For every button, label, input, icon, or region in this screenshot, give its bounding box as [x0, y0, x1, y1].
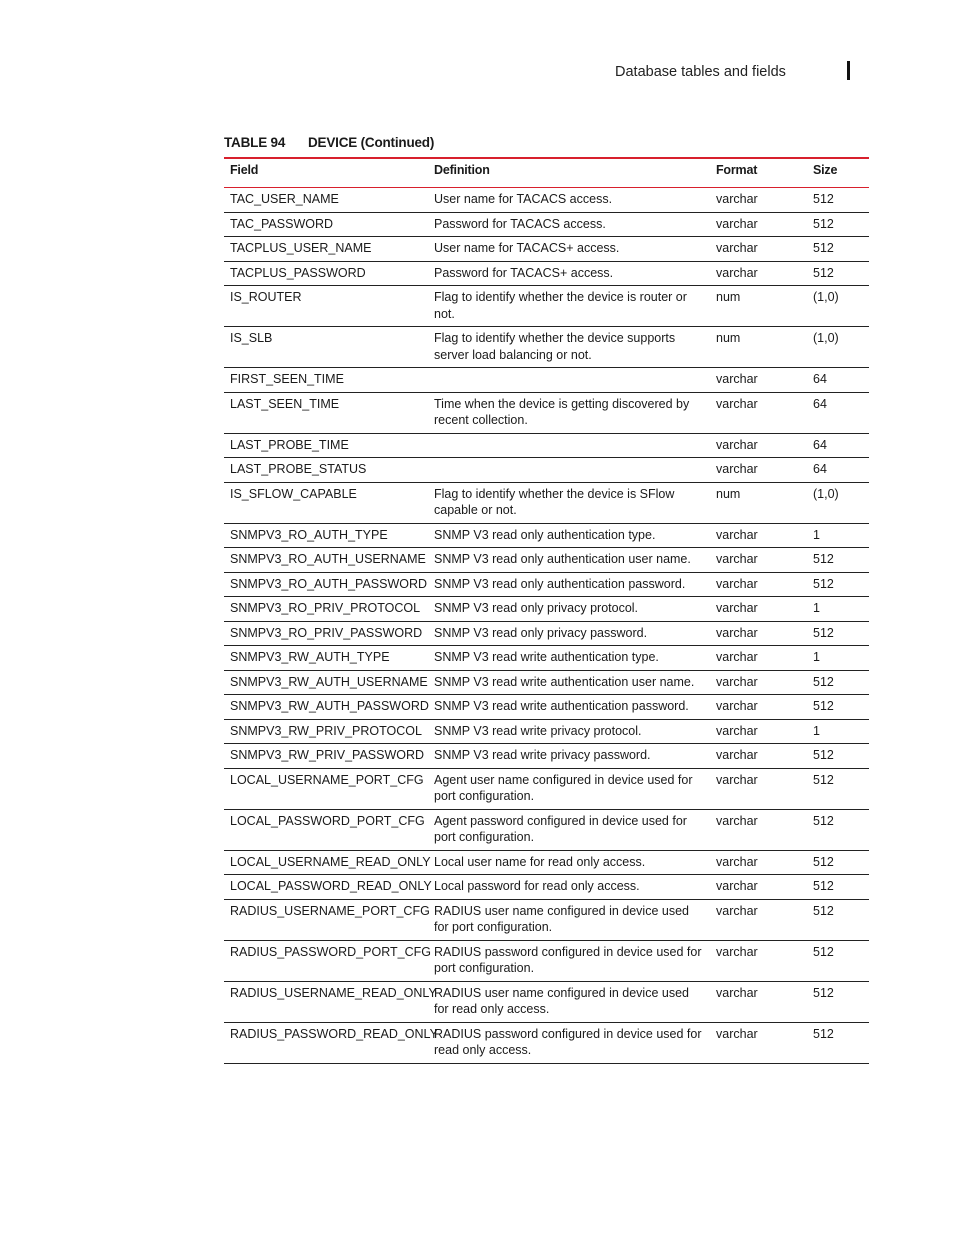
cell-size: 512: [807, 768, 869, 809]
cell-definition: RADIUS password configured in device used for port configuration.: [428, 940, 710, 981]
cell-definition: SNMP V3 read write privacy protocol.: [428, 719, 710, 744]
table-row: [224, 433, 869, 458]
cell-definition: SNMP V3 read only authentication user name.: [428, 548, 710, 573]
cell-definition: RADIUS user name configured in device used for port configuration.: [428, 899, 710, 940]
cell-size: (1,0): [807, 482, 869, 523]
cell-size: 512: [807, 981, 869, 1022]
cell-format: varchar: [710, 261, 807, 286]
cell-size: 64: [807, 433, 869, 458]
cell-format: varchar: [710, 981, 807, 1022]
table-row: [224, 368, 869, 393]
cell-definition: Password for TACACS+ access.: [428, 261, 710, 286]
cell-format: varchar: [710, 809, 807, 850]
cell-definition: Password for TACACS access.: [428, 212, 710, 237]
table-row: [224, 621, 869, 646]
cell-field: RADIUS_USERNAME_READ_ONLY: [224, 981, 428, 1022]
cell-size: 512: [807, 850, 869, 875]
cell-format: varchar: [710, 850, 807, 875]
table-number: TABLE 94: [224, 135, 286, 150]
table-row: [224, 768, 869, 809]
cell-format: varchar: [710, 1022, 807, 1063]
cell-format: num: [710, 286, 807, 327]
cell-size: 512: [807, 548, 869, 573]
cell-field: LAST_SEEN_TIME: [224, 392, 428, 433]
table-row: [224, 809, 869, 850]
cell-format: varchar: [710, 646, 807, 671]
cell-field: SNMPV3_RO_AUTH_TYPE: [224, 523, 428, 548]
table-row: [224, 327, 869, 368]
cell-format: varchar: [710, 940, 807, 981]
table-row: [224, 719, 869, 744]
cell-definition: Agent user name configured in device used for port configuration.: [428, 768, 710, 809]
table-row: [224, 744, 869, 769]
cell-format: varchar: [710, 719, 807, 744]
device-table-container: [224, 157, 869, 1064]
cell-size: (1,0): [807, 286, 869, 327]
cell-size: 512: [807, 695, 869, 720]
cell-definition: RADIUS user name configured in device used for read only access.: [428, 981, 710, 1022]
cell-format: varchar: [710, 597, 807, 622]
cell-field: SNMPV3_RW_PRIV_PASSWORD: [224, 744, 428, 769]
cell-field: TACPLUS_PASSWORD: [224, 261, 428, 286]
table-row: [224, 1022, 869, 1063]
cell-field: SNMPV3_RO_PRIV_PASSWORD: [224, 621, 428, 646]
cell-definition: User name for TACACS+ access.: [428, 237, 710, 262]
cell-size: 512: [807, 188, 869, 213]
cell-size: 512: [807, 1022, 869, 1063]
table-caption: [224, 135, 434, 150]
cell-size: 1: [807, 523, 869, 548]
cell-format: varchar: [710, 768, 807, 809]
cell-definition: Time when the device is getting discovered by recent collection.: [428, 392, 710, 433]
cell-format: varchar: [710, 670, 807, 695]
cell-size: 1: [807, 719, 869, 744]
cell-field: SNMPV3_RW_AUTH_PASSWORD: [224, 695, 428, 720]
cell-definition: [428, 433, 710, 458]
cell-format: varchar: [710, 875, 807, 900]
cell-format: varchar: [710, 523, 807, 548]
cell-field: LAST_PROBE_STATUS: [224, 458, 428, 483]
cell-definition: [428, 368, 710, 393]
cell-size: (1,0): [807, 327, 869, 368]
table-row: [224, 875, 869, 900]
cell-definition: Flag to identify whether the device is router or not.: [428, 286, 710, 327]
table-header-row: [224, 158, 869, 188]
cell-format: varchar: [710, 899, 807, 940]
cell-definition: [428, 458, 710, 483]
cell-field: LOCAL_PASSWORD_READ_ONLY: [224, 875, 428, 900]
table-row: [224, 695, 869, 720]
table-row: [224, 981, 869, 1022]
cell-definition: SNMP V3 read write authentication password.: [428, 695, 710, 720]
table-row: [224, 646, 869, 671]
cell-size: 512: [807, 809, 869, 850]
table-row: [224, 572, 869, 597]
cell-format: varchar: [710, 695, 807, 720]
cell-format: num: [710, 482, 807, 523]
cell-size: 512: [807, 621, 869, 646]
cell-size: 1: [807, 646, 869, 671]
cell-size: 512: [807, 899, 869, 940]
table-row: [224, 286, 869, 327]
cell-format: varchar: [710, 433, 807, 458]
cell-format: varchar: [710, 621, 807, 646]
cell-field: IS_ROUTER: [224, 286, 428, 327]
table-row: [224, 212, 869, 237]
table-row: [224, 940, 869, 981]
cell-field: RADIUS_USERNAME_PORT_CFG: [224, 899, 428, 940]
cell-format: varchar: [710, 548, 807, 573]
table-row: [224, 597, 869, 622]
cell-field: LOCAL_USERNAME_PORT_CFG: [224, 768, 428, 809]
cell-field: RADIUS_PASSWORD_PORT_CFG: [224, 940, 428, 981]
cell-field: TAC_USER_NAME: [224, 188, 428, 213]
cell-field: IS_SFLOW_CAPABLE: [224, 482, 428, 523]
cell-field: TACPLUS_USER_NAME: [224, 237, 428, 262]
cell-definition: SNMP V3 read only privacy protocol.: [428, 597, 710, 622]
table-row: [224, 670, 869, 695]
table-row: [224, 237, 869, 262]
cell-definition: SNMP V3 read write authentication user name.: [428, 670, 710, 695]
cell-field: TAC_PASSWORD: [224, 212, 428, 237]
cell-definition: SNMP V3 read write authentication type.: [428, 646, 710, 671]
table-row: [224, 899, 869, 940]
cell-size: 512: [807, 744, 869, 769]
cell-field: SNMPV3_RO_PRIV_PROTOCOL: [224, 597, 428, 622]
cell-field: RADIUS_PASSWORD_READ_ONLY: [224, 1022, 428, 1063]
table-title: DEVICE (Continued): [308, 135, 435, 150]
cell-definition: SNMP V3 read write privacy password.: [428, 744, 710, 769]
cell-size: 64: [807, 392, 869, 433]
cell-format: varchar: [710, 392, 807, 433]
cell-field: FIRST_SEEN_TIME: [224, 368, 428, 393]
column-header-size: Size: [813, 163, 838, 177]
cell-format: varchar: [710, 212, 807, 237]
device-table: [224, 157, 869, 1064]
cell-definition: Local password for read only access.: [428, 875, 710, 900]
cell-definition: User name for TACACS access.: [428, 188, 710, 213]
cell-definition: Local user name for read only access.: [428, 850, 710, 875]
cell-format: varchar: [710, 458, 807, 483]
cell-field: SNMPV3_RW_PRIV_PROTOCOL: [224, 719, 428, 744]
cell-size: 512: [807, 670, 869, 695]
cell-size: 512: [807, 940, 869, 981]
cell-size: 512: [807, 212, 869, 237]
cell-field: SNMPV3_RO_AUTH_PASSWORD: [224, 572, 428, 597]
table-body: [224, 188, 869, 1064]
cell-format: varchar: [710, 744, 807, 769]
cell-definition: SNMP V3 read only authentication type.: [428, 523, 710, 548]
cell-definition: SNMP V3 read only privacy password.: [428, 621, 710, 646]
table-row: [224, 850, 869, 875]
table-row: [224, 392, 869, 433]
table-row: [224, 523, 869, 548]
cell-definition: Flag to identify whether the device is SFlow capable or not.: [428, 482, 710, 523]
column-header-definition: Definition: [434, 163, 490, 177]
cell-definition: RADIUS password configured in device used for read only access.: [428, 1022, 710, 1063]
table-row: [224, 261, 869, 286]
column-header-format: Format: [716, 163, 758, 177]
table-row: [224, 548, 869, 573]
cell-format: num: [710, 327, 807, 368]
cell-size: 512: [807, 875, 869, 900]
cell-format: varchar: [710, 368, 807, 393]
table-row: [224, 458, 869, 483]
table-row: [224, 482, 869, 523]
cell-field: LAST_PROBE_TIME: [224, 433, 428, 458]
cell-definition: SNMP V3 read only authentication password.: [428, 572, 710, 597]
cell-size: 64: [807, 368, 869, 393]
cell-field: SNMPV3_RO_AUTH_USERNAME: [224, 548, 428, 573]
cell-field: IS_SLB: [224, 327, 428, 368]
running-header-title: Database tables and fields: [615, 64, 786, 80]
cell-format: varchar: [710, 572, 807, 597]
cell-field: LOCAL_PASSWORD_PORT_CFG: [224, 809, 428, 850]
cell-size: 1: [807, 597, 869, 622]
cell-field: SNMPV3_RW_AUTH_TYPE: [224, 646, 428, 671]
cell-size: 512: [807, 237, 869, 262]
cell-size: 512: [807, 261, 869, 286]
table-row: [224, 188, 869, 213]
header-margin-bar: [847, 61, 850, 80]
column-header-field: Field: [230, 163, 259, 177]
cell-size: 512: [807, 572, 869, 597]
cell-format: varchar: [710, 237, 807, 262]
cell-definition: Flag to identify whether the device supports server load balancing or not.: [428, 327, 710, 368]
cell-format: varchar: [710, 188, 807, 213]
cell-definition: Agent password configured in device used for port configuration.: [428, 809, 710, 850]
cell-field: LOCAL_USERNAME_READ_ONLY: [224, 850, 428, 875]
cell-field: SNMPV3_RW_AUTH_USERNAME: [224, 670, 428, 695]
cell-size: 64: [807, 458, 869, 483]
